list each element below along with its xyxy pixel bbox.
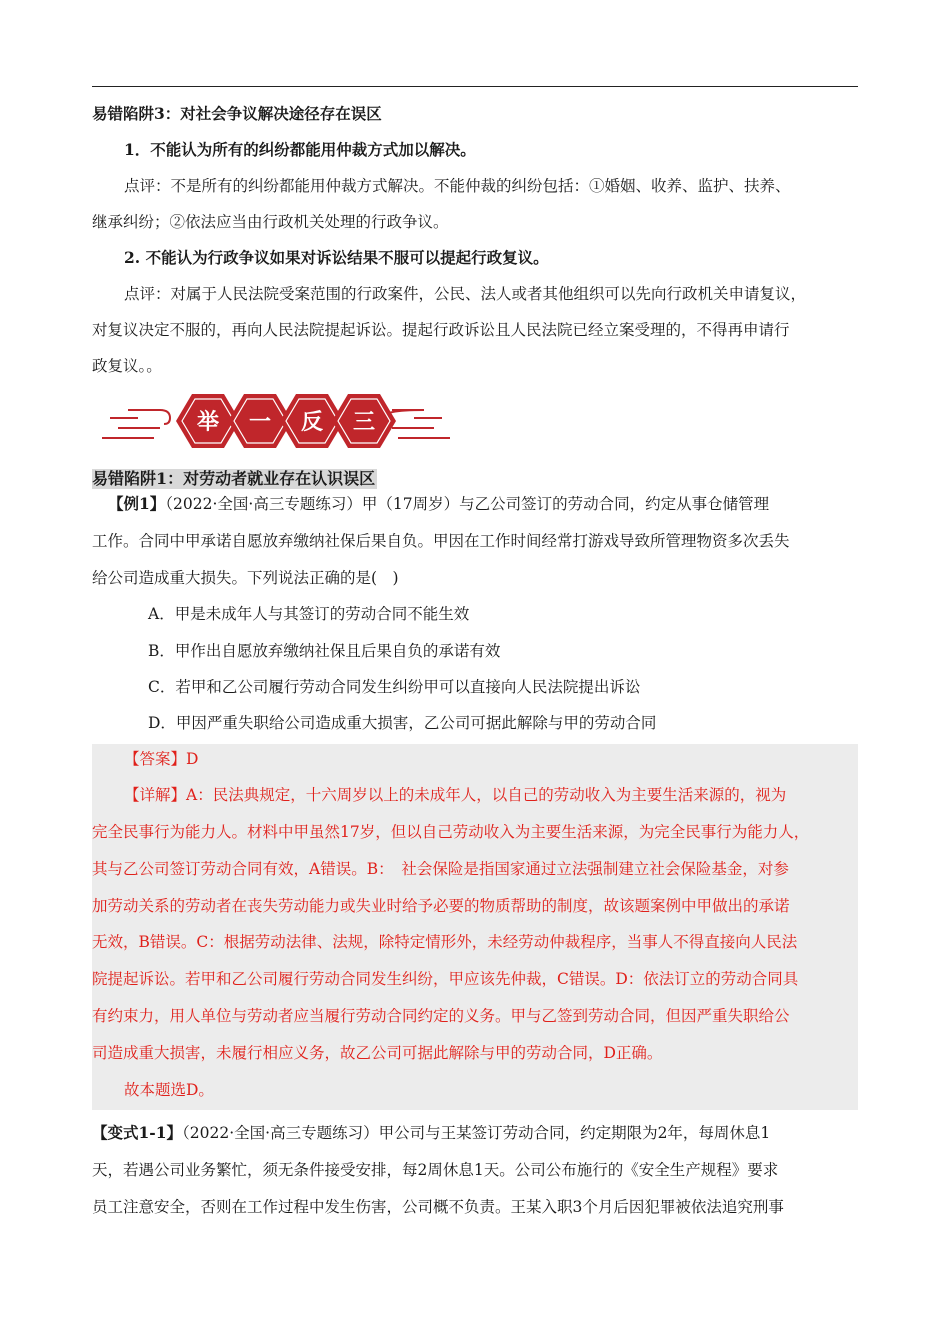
- option-d: D．甲因严重失职给公司造成重大损害，乙公司可据此解除与甲的劳动合同: [148, 714, 657, 732]
- variant-line3: 员工注意安全，否则在工作过程中发生伤害，公司概不负责。王某入职3个月后因犯罪被依法追究刑事: [92, 1198, 784, 1216]
- detail-line2: 完全民事行为能力人。材料中甲虽然17岁，但以自己劳动收入为主要生活来源，为完全民事行为能力人，: [92, 823, 810, 841]
- trap1-heading: 易错陷阱1：对劳动者就业存在认识误区: [92, 469, 376, 488]
- banner-ju-yi-fan-san: [98, 388, 454, 454]
- example-line3: 给公司造成重大损失。下列说法正确的是( ): [92, 569, 399, 587]
- trap3-comment1-line1: 点评：不是所有的纠纷都能用仲裁方式解决。不能仲裁的纠纷包括：①婚姻、收养、监护、扶养、: [124, 177, 791, 195]
- trap3-comment1-line2: 继承纠纷；②依法应当由行政机关处理的行政争议。: [92, 213, 449, 231]
- example-tag: 【例1】: [108, 494, 166, 513]
- detail-line8: 司造成重大损害，未履行相应义务，故乙公司可据此解除与甲的劳动合同，D正确。: [92, 1044, 663, 1062]
- detail-line4: 加劳动关系的劳动者在丧失劳动能力或失业时给予必要的物质帮助的制度，故该题案例中甲做出的承诺: [92, 897, 790, 915]
- banner-char-2: 一: [248, 410, 272, 435]
- example-text-line1: （2022·全国·高三专题练习）甲（17周岁）与乙公司签订的劳动合同，约定从事仓储管理: [165, 495, 770, 513]
- hex-san-icon: [332, 394, 396, 448]
- example-line2: 工作。合同中甲承诺自愿放弃缴纳社保后果自负。甲因在工作时间经常打游戏导致所管理物资多次丢失: [92, 532, 790, 550]
- option-a: A．甲是未成年人与其签订的劳动合同不能生效: [148, 605, 470, 623]
- trap3-point1: 1．不能认为所有的纠纷都能用仲裁方式加以解决。: [124, 140, 476, 159]
- banner-char-4: 三: [352, 410, 376, 435]
- option-c: C．若甲和乙公司履行劳动合同发生纠纷甲可以直接向人民法院提出诉讼: [148, 678, 641, 696]
- option-b: B．甲作出自愿放弃缴纳社保且后果自负的承诺有效: [148, 642, 501, 660]
- detail-line1: 【详解】A：民法典规定，十六周岁以上的未成年人，以自己的劳动收入为主要生活来源的，视为: [124, 786, 787, 804]
- variant-tag: 【变式1-1】: [92, 1123, 183, 1142]
- variant-line1: [92, 1123, 770, 1143]
- trap3-heading: 易错陷阱3：对社会争议解决途径存在误区: [92, 104, 382, 123]
- detail-line7: 有约束力，用人单位与劳动者应当履行劳动合同约定的义务。甲与乙签到劳动合同，但因严重失职给公: [92, 1007, 790, 1025]
- banner-left-swirl-icon: [102, 410, 170, 438]
- detail-line6: 院提起诉讼。若甲和乙公司履行劳动合同发生纠纷，甲应该先仲裁，C错误。D：依法订立的劳动合同具: [92, 970, 799, 988]
- trap3-comment2-line1: 点评：对属于人民法院受案范围的行政案件，公民、法人或者其他组织可以先向行政机关申请复议，: [124, 285, 807, 303]
- trap3-point2: 2. 不能认为行政争议如果对诉讼结果不服可以提起行政复议。: [124, 248, 549, 267]
- variant-text-line1: （2022·全国·高三专题练习）甲公司与王某签订劳动合同，约定期限为2年，每周休息1: [182, 1124, 771, 1142]
- banner-char-3: 反: [300, 410, 324, 435]
- answer-line: 【答案】D: [124, 750, 199, 768]
- example-line1: [108, 494, 769, 514]
- variant-line2: 天，若遇公司业务繁忙，须无条件接受安排，每2周休息1天。公司公布施行的《安全生产规程》要求: [92, 1161, 779, 1179]
- header-rule: [92, 86, 858, 87]
- trap3-comment2-line3: 政复议。。: [92, 357, 162, 375]
- detail-line5: 无效，B错误。C：根据劳动法律、法规，除特定情形外，未经劳动仲裁程序，当事人不得直接向人民法: [92, 933, 798, 951]
- trap3-comment2-line2: 对复议决定不服的，再向人民法院提起诉讼。提起行政诉讼且人民法院已经立案受理的，不得再申请行: [92, 321, 790, 339]
- banner-char-1: 举: [196, 410, 220, 435]
- detail-line3: 其与乙公司签订劳动合同有效，A错误。B： 社会保险是指国家通过立法强制建立社会保险基金，对参: [92, 860, 789, 878]
- conclusion-line: 故本题选D。: [124, 1081, 214, 1099]
